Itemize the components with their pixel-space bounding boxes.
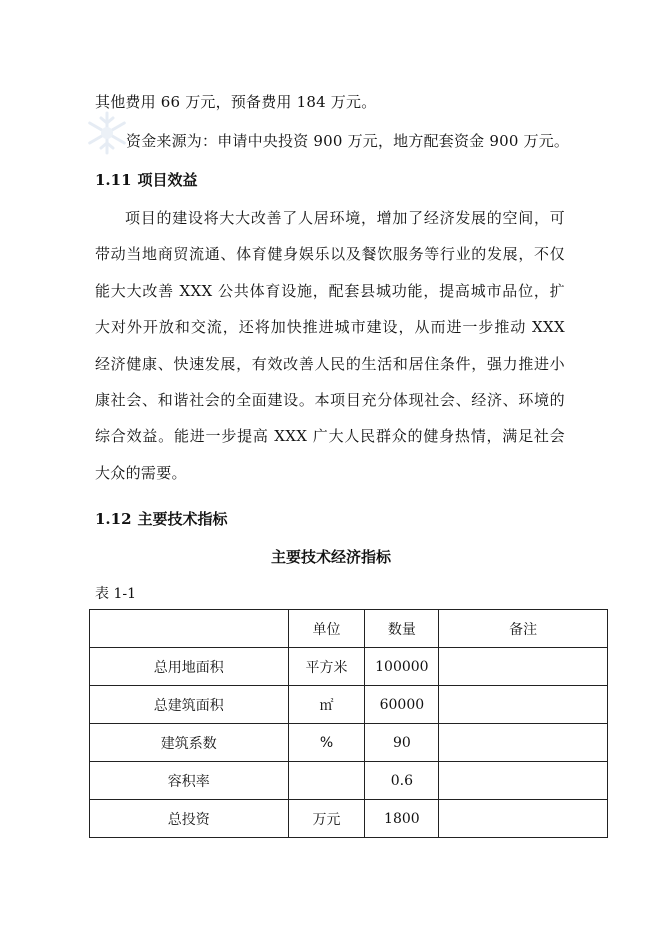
table-row	[90, 686, 608, 724]
cell-remarks	[439, 762, 608, 800]
cell-remarks	[439, 724, 608, 762]
cell-quantity: 1800	[365, 800, 439, 838]
cell-unit: 平方米	[288, 648, 365, 686]
cell-item: 总投资	[90, 800, 289, 838]
cell-quantity: 0.6	[365, 762, 439, 800]
cell-quantity: 60000	[365, 686, 439, 724]
intro-line-funding-source: 资金来源为：申请中央投资 900 万元，地方配套资金 900 万元。	[126, 132, 570, 150]
table-row	[90, 724, 608, 762]
benefits-paragraph: 项目的建设将大大改善了人居环境，增加了经济发展的空间，可带动当地商贸流通、体育健身娱乐以及餐饮服务等行业的发展，不仅能大大改善 XXX 公共体育设施，配套县城功能，提高城市品位，扩大对外开放和交流，还将加快推进城市建设，从而进一步推动 XXX 经济健康、快速发展，有效改善人民的生活和居住条件，强力推进小康社会、和谐社会的全面建设。本项目充分体现社会、经济、环境的综合效益。能进一步提高 XXX 广大人民群众的健身热情，满足社会大众的需要。	[95, 209, 565, 482]
header-cell-remarks: 备注	[439, 610, 608, 648]
header-cell-item	[90, 610, 289, 648]
table-title: 主要技术经济指标	[270, 548, 391, 566]
cell-unit: 万元	[288, 800, 365, 838]
header-cell-unit: 单位	[288, 610, 365, 648]
section-heading-1-11	[95, 170, 198, 190]
cell-item: 容积率	[90, 762, 289, 800]
section-number: 1.11	[95, 171, 132, 189]
table-header-row	[90, 610, 608, 648]
cell-unit	[288, 762, 365, 800]
cell-unit: %	[288, 724, 365, 762]
section-title: 项目效益	[137, 171, 198, 189]
table-row	[90, 800, 608, 838]
cell-quantity: 100000	[365, 648, 439, 686]
cell-remarks	[439, 686, 608, 724]
cell-item: 建筑系数	[90, 724, 289, 762]
section-number: 1.12	[95, 510, 132, 528]
intro-line-other-costs: 其他费用 66 万元，预备费用 184 万元。	[95, 93, 377, 111]
section-heading-1-12	[95, 509, 228, 529]
header-cell-quantity: 数量	[365, 610, 439, 648]
section-title: 主要技术指标	[137, 510, 228, 528]
snowflake-watermark-icon	[84, 110, 130, 156]
cell-unit: ㎡	[288, 686, 365, 724]
cell-item: 总用地面积	[90, 648, 289, 686]
table-row	[90, 762, 608, 800]
technical-indicators-table	[89, 609, 608, 838]
cell-remarks	[439, 800, 608, 838]
cell-quantity: 90	[365, 724, 439, 762]
table-label: 表 1-1	[95, 586, 136, 602]
cell-remarks	[439, 648, 608, 686]
table-row	[90, 648, 608, 686]
cell-item: 总建筑面积	[90, 686, 289, 724]
